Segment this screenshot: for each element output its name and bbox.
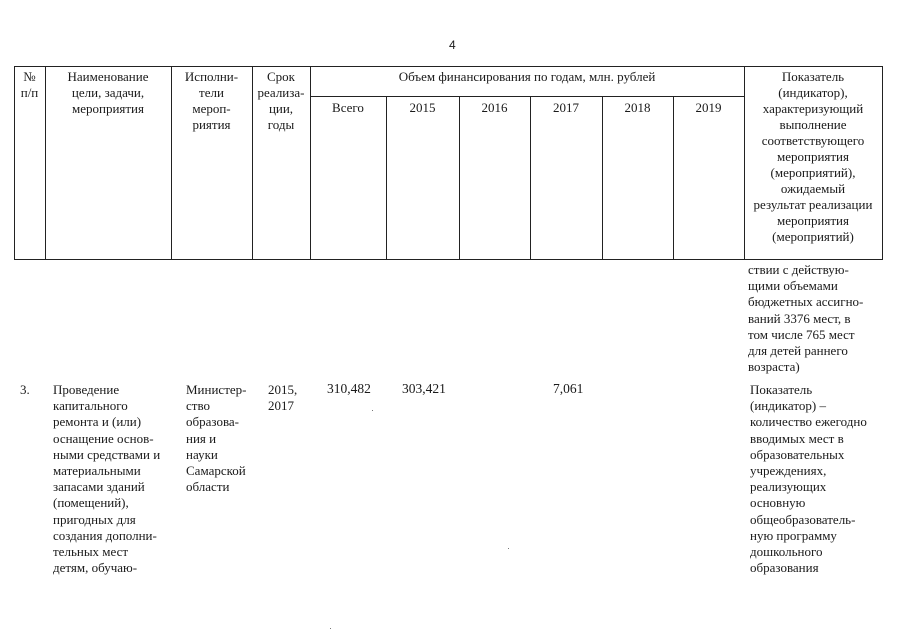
row-indicator: Показатель (индикатор) – количество ежегодно вводимых мест в образовательных учреждениях, реализующих основную общеобразователь- ную программу дошкольного образования <box>750 382 867 576</box>
scan-speck <box>330 628 331 629</box>
header-number: № п/п <box>20 69 39 100</box>
scan-speck <box>372 410 373 411</box>
header-financing: Объем финансирования по годам, млн. рублей <box>398 69 656 84</box>
row-number: 3. <box>20 382 30 397</box>
header-executor: Исполни- тели мероп- риятия <box>184 69 239 132</box>
col-divider <box>882 66 883 260</box>
header-year-2015: 2015 <box>409 100 436 115</box>
header-name: Наименование цели, задачи, мероприятия <box>67 69 149 116</box>
table-header <box>14 66 883 260</box>
header-indicator: Показатель (индикатор), характеризующий выполнение соответствующего мероприятия (мероприятий), ожидаемый результат реализации мероприятия (мероприятий) <box>753 69 873 244</box>
col-divider <box>602 96 603 260</box>
header-term: Срок реализа- ции, годы <box>257 69 305 132</box>
header-year-2017: 2017 <box>553 100 579 115</box>
header-total: Всего <box>332 100 364 115</box>
page-number: 4 <box>449 38 456 52</box>
financing-subheader-border <box>310 96 744 97</box>
row-term: 2015, 2017 <box>268 382 298 414</box>
header-bottom-border <box>14 259 883 260</box>
scan-speck <box>508 548 509 549</box>
row-activity-name: Проведение капитального ремонта и (или) оснащение основ- ными средствами и материальными запасами зданий (помещений), пригодных для создания дополни- тельных мест детям, обучаю- <box>53 382 161 576</box>
indicator-continuation: ствии с действую- щими объемами бюджетных ассигно- ваний 3376 мест, в том числе 765 мест для детей раннего возраста) <box>748 262 864 375</box>
col-divider <box>530 96 531 260</box>
row-2017: 7,061 <box>553 381 584 396</box>
header-top-border <box>14 66 883 67</box>
col-divider <box>459 96 460 260</box>
header-year-2016: 2016 <box>481 100 508 115</box>
header-year-2018: 2018 <box>624 100 651 115</box>
row-total: 310,482 <box>327 381 371 396</box>
col-divider <box>673 96 674 260</box>
col-divider <box>310 66 311 260</box>
header-year-2019: 2019 <box>695 100 722 115</box>
row-2015: 303,421 <box>402 381 446 396</box>
col-divider <box>386 96 387 260</box>
row-executor: Министер- ство образова- ния и науки Самарской области <box>186 382 247 495</box>
